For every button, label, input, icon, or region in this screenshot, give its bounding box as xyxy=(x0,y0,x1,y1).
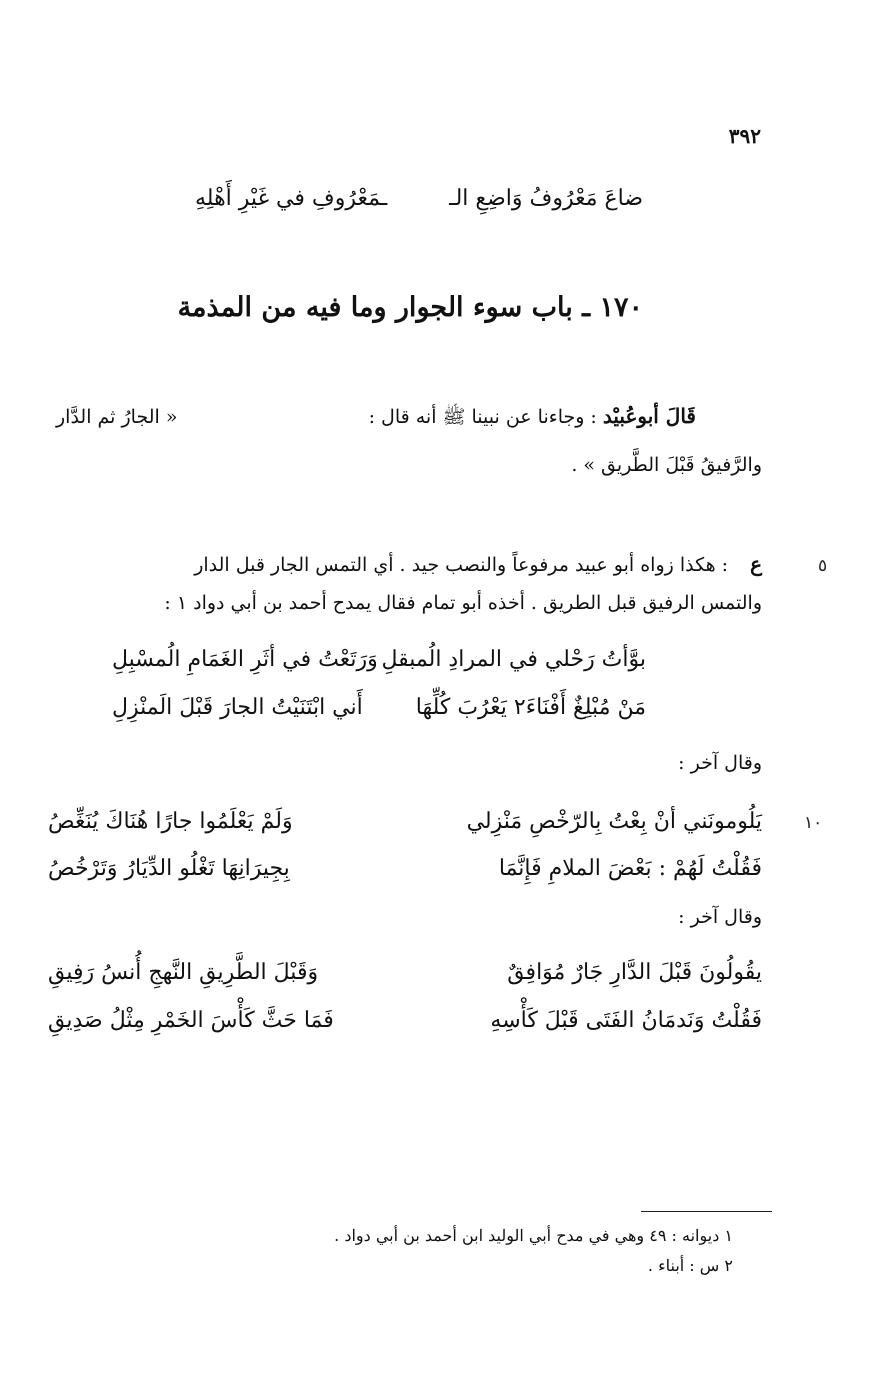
poem1-verse-2-first: مَنْ مُبْلِغٌ أَفْنَاءَ٢ يَعْرُبَ كُلِّهَا xyxy=(415,695,646,720)
commentary-marker: ع xyxy=(750,552,762,576)
footnote-1: ١ ديوانه : ٤٩ وهي في مدح أبي الوليد ابن أحمد بن أبي دواد . xyxy=(334,1226,733,1245)
poem2-verse-2 xyxy=(48,856,762,882)
commentary-line-1 xyxy=(38,552,762,577)
poem3-verse-1 xyxy=(48,960,762,986)
poem3-verse-2 xyxy=(48,1008,762,1034)
poem2-verse-1 xyxy=(48,809,762,835)
intro-line-1-a: : وجاءنا عن نبينا ﷺ أنه قال : xyxy=(368,406,597,428)
page-number: ٣٩٢ xyxy=(728,124,761,148)
intro-line-1-b: « الجارُ ثم الدَّار xyxy=(56,406,178,428)
poem1-verse-2-second: أَني ابْتَنَيْتُ الجارَ قَبْلَ الَمنْزِلِ xyxy=(112,695,363,720)
line-number-10: ١٠ xyxy=(804,813,823,833)
top-verse-second-hemistich: ـمَعْرُوفِ في غَيْرِ أَهْلِهِ xyxy=(195,186,388,211)
poem3-verse-1-first: يقُولُونَ قَبْلَ الدَّارِ جَارٌ مُوَافِقٌ xyxy=(507,960,762,985)
poem1-verse-1 xyxy=(112,647,646,673)
intro-line-1-start xyxy=(369,404,696,429)
poem3-verse-1-second: وَقَبْلَ الطَّرِيقِ النَّهجِ أُنسُ رَفِيقِ xyxy=(48,960,319,985)
intro-speaker: قَالَ أبوعُبيْد xyxy=(602,404,696,428)
line-number-5: ٥ xyxy=(818,556,828,576)
commentary-line-1-text: : هكذا زواه أبو عبيد مرفوعاً والنصب جيد . أي التمس الجار قبل الدار xyxy=(194,554,729,576)
footnote-divider xyxy=(641,1211,772,1212)
poem2-verse-1-second: وَلَمْ يَعْلَمُوا جارًا هُنَاكَ يُنَغِّصُ xyxy=(48,809,293,834)
poem1-verse-1-first: بوَّأتُ رَحْلي في المرادِ الُمبقلِ xyxy=(381,647,646,672)
commentary-line-2: والتمس الرفيق قبل الطريق . أخذه أبو تمام فقال يمدح أحمد بن أبي دواد ١ : xyxy=(164,592,762,614)
poem2-verse-1-first: يَلُومونَني أنْ بِعْتُ بِالرّخْصِ مَنْزِلي xyxy=(466,809,762,834)
poem2-verse-2-first: فَقُلْتُ لَهُمْ : بَعْضَ الملامِ فَإِنَّمَا xyxy=(498,856,762,881)
poem3-verse-2-first: فَقُلْتُ وَنَدمَانُ الفَتَى قَبْلَ كَأْسِهِ xyxy=(490,1008,762,1033)
section-heading: ١٧٠ ـ باب سوء الجوار وما فيه من المذمة xyxy=(177,292,643,323)
poem1-verse-1-second: وَرَتَعْتُ في أثَرِ الغَمَامِ الُمسْبِلِ xyxy=(112,647,378,672)
top-verse xyxy=(195,186,643,212)
footnote-2: ٢ س : أبناء . xyxy=(647,1256,733,1275)
intro-line-2: والرَّفيقُ قَبْلَ الطَّريق » . xyxy=(571,454,762,476)
poem1-verse-2 xyxy=(112,695,646,721)
said-another-2: وقال آخر : xyxy=(678,906,762,928)
top-verse-first-hemistich: ضاعَ مَعْرُوفُ وَاضِعِ الـ xyxy=(449,186,643,211)
said-another-1: وقال آخر : xyxy=(678,752,762,774)
poem2-verse-2-second: بِجِيرَانِهَا تَغْلُو الدِّيَارُ وَتَرْخُصُ xyxy=(48,856,290,881)
intro-line-1 xyxy=(56,404,696,429)
poem3-verse-2-second: فَمَا حَثَّ كَأْسَ الخَمْرِ مِثْلُ صَدِيقِ xyxy=(48,1008,334,1033)
